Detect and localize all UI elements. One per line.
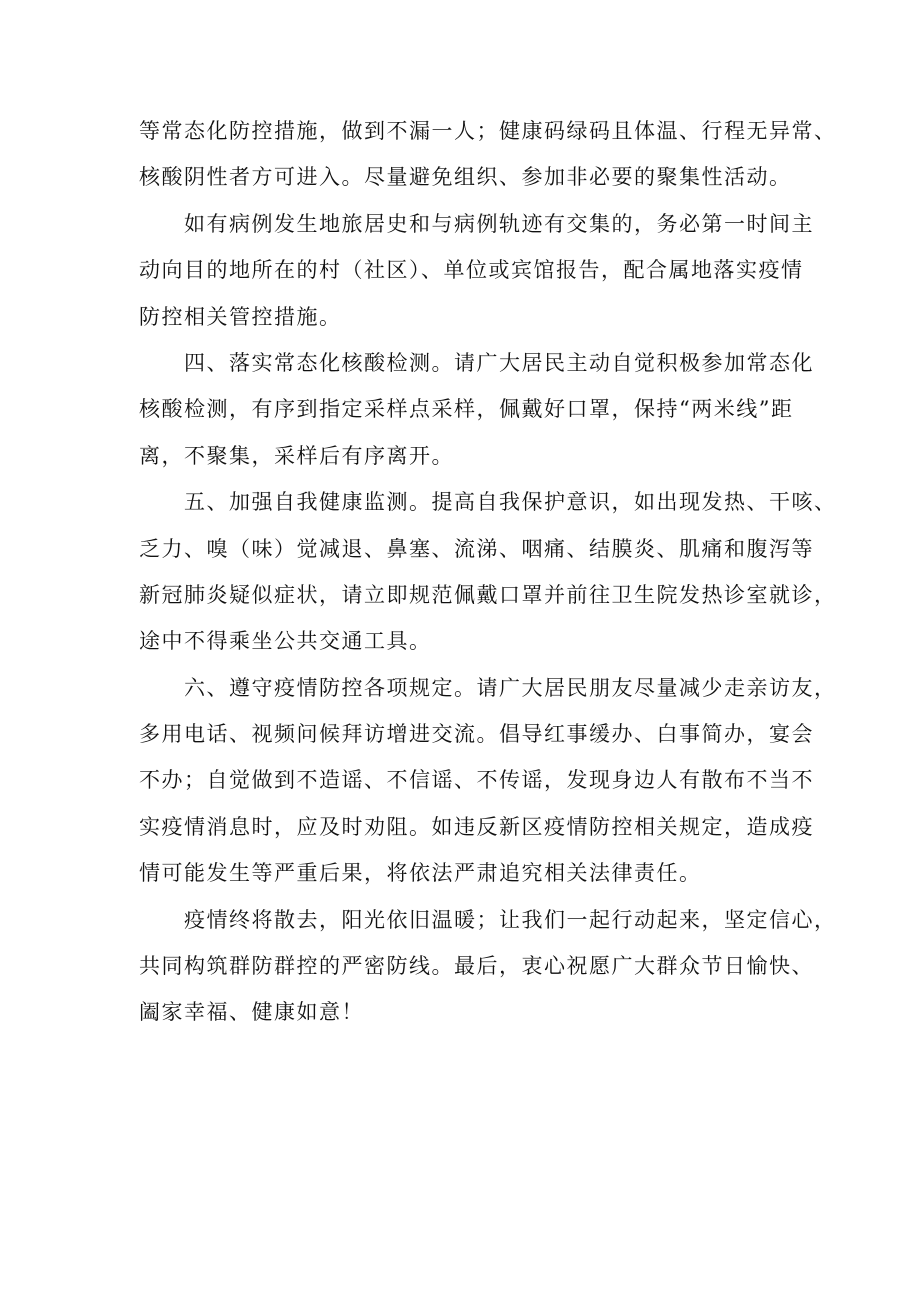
document-body <box>139 108 837 1036</box>
paragraph-first-line: 如有病例发生地旅居史和与病例轨迹有交集的，务必第一时间主 <box>184 211 814 236</box>
text-line: 多用电话、视频问候拜访增进交流。倡导红事缓办、白事简办，宴会 <box>139 722 814 747</box>
text-line: 不办；自觉做到不造谣、不信谣、不传谣，发现身边人有散布不当不 <box>139 768 814 793</box>
paragraph-first-line: 五、加强自我健康监测。提高自我保护意识，如出现发热、干咳、 <box>184 490 837 515</box>
text-line: 阖家幸福、健康如意！ <box>139 1000 364 1025</box>
text-line: 核酸阴性者方可进入。尽量避免组织、参加非必要的聚集性活动。 <box>139 165 792 190</box>
text-line: 乏力、嗅（味）觉减退、鼻塞、流涕、咽痛、结膜炎、肌痛和腹泻等 <box>139 536 814 561</box>
paragraph-first-line: 六、遵守疫情防控各项规定。请广大居民朋友尽量减少走亲访友， <box>184 675 837 700</box>
text-line: 等常态化防控措施，做到不漏一人；健康码绿码且体温、行程无异常、 <box>139 119 837 143</box>
paragraph-first-line: 四、落实常态化核酸检测。请广大居民主动自觉积极参加常态化 <box>184 350 814 375</box>
text-line: 动向目的地所在的村（社区）、单位或宾馆报告，配合属地落实疫情 <box>139 258 804 283</box>
text-line: 防控相关管控措施。 <box>139 304 342 329</box>
text-line: 核酸检测，有序到指定采样点采样，佩戴好口罩，保持“两米线”距 <box>139 397 794 422</box>
paragraph-first-line: 疫情终将散去，阳光依旧温暖；让我们一起行动起来，坚定信心， <box>184 907 837 932</box>
text-line: 新冠肺炎疑似症状，请立即规范佩戴口罩并前往卫生院发热诊室就诊， <box>139 582 837 607</box>
text-line: 情可能发生等严重后果，将依法严肃追究相关法律责任。 <box>139 861 702 886</box>
text-line: 共同构筑群防群控的严密防线。最后，衷心祝愿广大群众节日愉快、 <box>139 954 814 979</box>
text-line: 实疫情消息时，应及时劝阻。如违反新区疫情防控相关规定，造成疫 <box>139 814 814 839</box>
text-line: 离，不聚集，采样后有序离开。 <box>139 443 454 468</box>
text-line: 途中不得乘坐公共交通工具。 <box>139 629 432 654</box>
